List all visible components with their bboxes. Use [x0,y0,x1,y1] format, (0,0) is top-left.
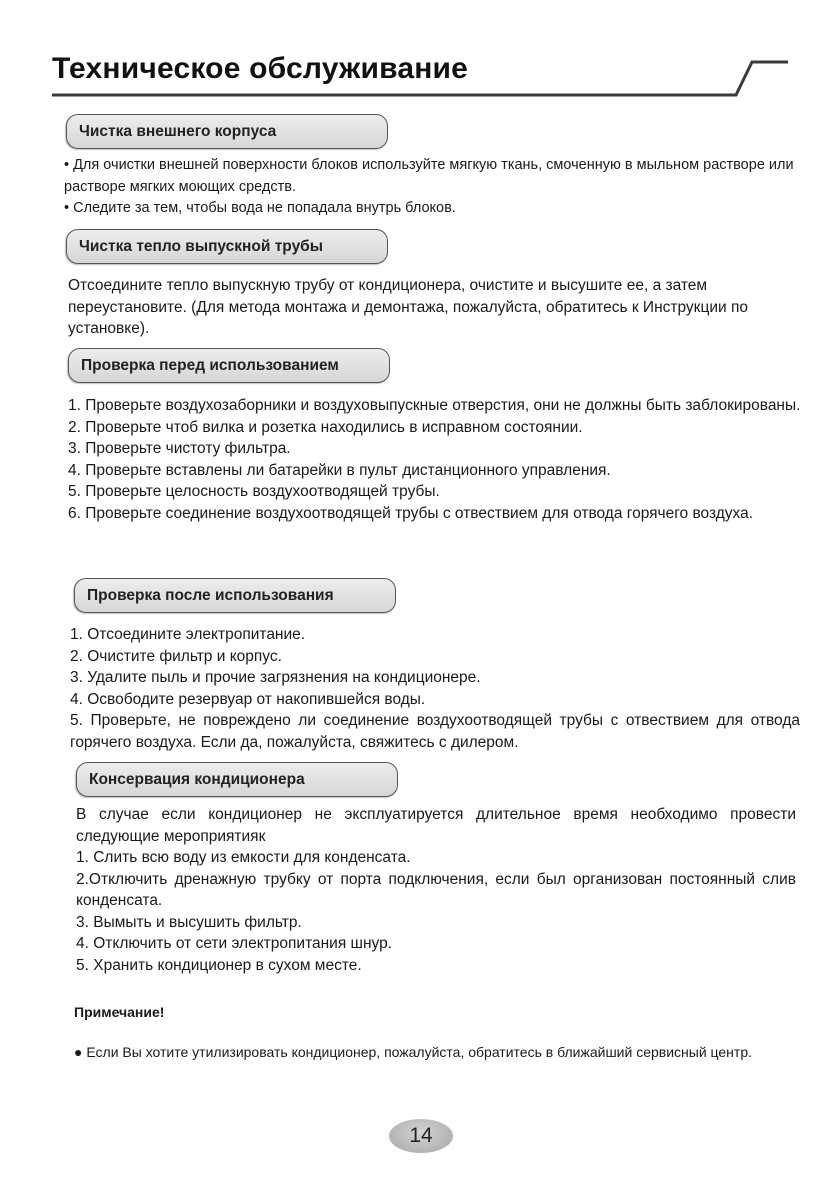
list-item: 3. Вымыть и высушить фильтр. [76,913,302,931]
pipe-cleaning-text: Отсоедините тепло выпускную трубу от кондиционера, очистите и высушите ее, а затем переустановите. (Для метода монтажа и демонтажа, пожалуйста, обратитесь к Инструкции по установке). [68,277,748,337]
list-item: 4. Проверьте вставлены ли батарейки в пульт дистанционного управления. [68,461,611,479]
section-heading-after-use: Проверка после использования [74,578,396,613]
list-item: 6. Проверьте соединение воздухоотводящей трубы с отвествием для отвода горячего воздуха. [68,504,754,522]
section-heading-pipe-cleaning: Чистка тепло выпускной трубы [66,229,388,264]
section-heading-before-use: Проверка перед использованием [68,348,390,383]
before-use-list [68,395,803,524]
housing-cleaning-text [64,155,808,220]
list-item: 4. Отключить от сети электропитания шнур. [76,935,393,952]
note-text: ● Если Вы хотите утилизировать кондиционер, пожалуйста, обратитесь в ближайший сервисный центр. [74,1044,753,1060]
list-item: 5. Проверьте целосность воздухоотводящей трубы. [68,483,440,500]
list-item: 5. Проверьте, не повреждено ли соединение воздухоотводящей трубы с отвествием для отвода горячего воздуха. Если да, пожалуйста, свяжитесь с дилером. [70,712,800,751]
list-item: 1. Отсоедините электропитание. [70,626,306,643]
list-item: 5. Хранить кондиционер в сухом месте. [76,956,362,974]
list-item: 2. Проверьте чтоб вилка и розетка находились в исправном состоянии. [68,418,583,436]
list-item: В случае если кондиционер не эксплуатируется длительное время необходимо провести следующие мероприятияк [76,806,796,845]
page-number: 14 [389,1119,453,1153]
storage-list [76,804,796,976]
section-heading-housing-cleaning: Чистка внешнего корпуса [66,114,388,149]
housing-line-1: • Для очистки внешней поверхности блоков используйте мягкую ткань, смоченную в мыльном растворе или растворе мягких моющих средств. [64,157,794,195]
list-item: 1. Проверьте воздухозаборники и воздуховыпускные отверстия, они не должны быть заблокированы. [68,397,801,414]
after-use-list [70,624,800,753]
page-title: Техническое обслуживание [52,52,469,85]
title-underline [52,56,792,101]
list-item: 2.Отключить дренажную трубку от порта подключения, если был организован постоянный слив конденсата. [76,870,796,909]
list-item: 3. Проверьте чистоту фильтра. [68,440,291,457]
list-item: 3. Удалите пыль и прочие загрязнения на кондиционере. [70,669,481,686]
list-item: 2. Очистите фильтр и корпус. [70,647,282,665]
housing-line-2: • Следите за тем, чтобы вода не попадала внутрь блоков. [64,200,456,216]
list-item: 1. Слить всю воду из емкости для конденсата. [76,849,411,866]
list-item: 4. Освободите резервуар от накопившейся воды. [70,690,426,708]
section-heading-storage: Консервация кондиционера [76,762,398,797]
note-label: Примечание! [74,1004,165,1020]
